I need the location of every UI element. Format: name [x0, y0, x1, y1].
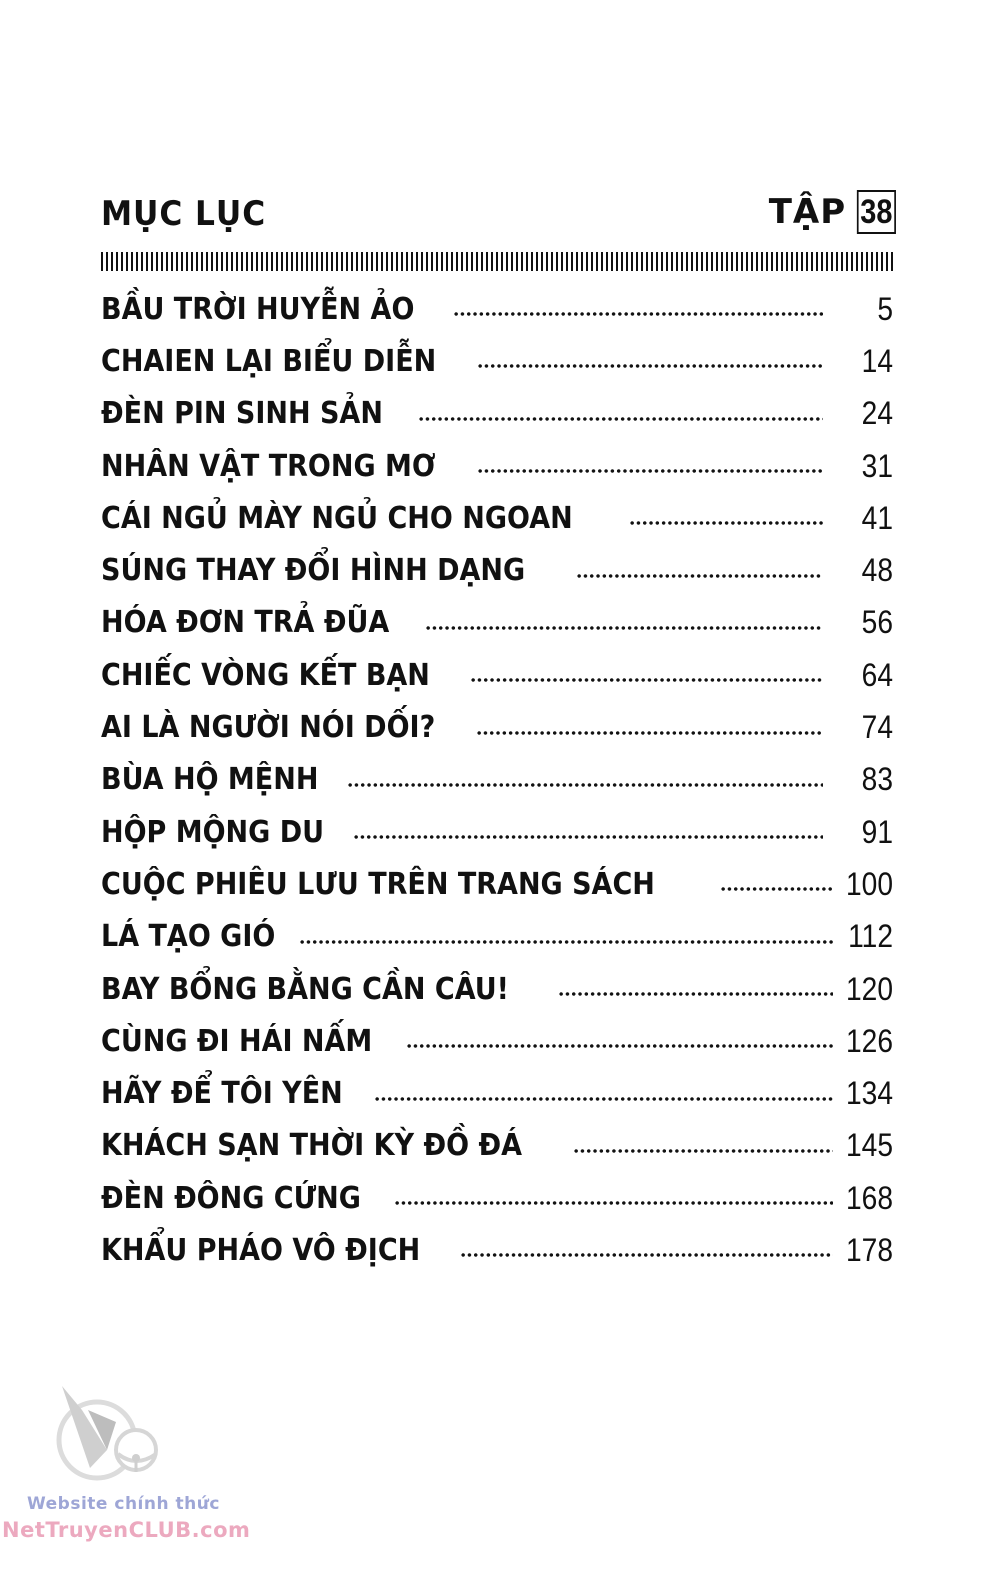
chapter-title: KHẨU PHÁO VÔ ĐỊCH: [101, 1232, 421, 1268]
toc-entry[interactable]: [101, 701, 893, 753]
dot-leader: [453, 311, 823, 317]
chapter-title: CUỘC PHIÊU LƯU TRÊN TRANG SÁCH: [101, 866, 655, 902]
toc-entry[interactable]: [101, 440, 893, 492]
chapter-title: NHÂN VẬT TRONG MƠ: [101, 448, 436, 484]
chapter-title: LÁ TẠO GIÓ: [101, 919, 276, 955]
chapter-title: ĐÈN PIN SINH SẢN: [101, 396, 383, 432]
dot-leader: [573, 1148, 833, 1154]
toc-list: [101, 283, 893, 1277]
toc-entry[interactable]: [101, 283, 893, 335]
dot-leader: [576, 573, 823, 579]
toc-entry[interactable]: [101, 1015, 893, 1067]
page-number: 145: [846, 1127, 893, 1164]
page-number: 74: [861, 709, 893, 746]
dot-leader: [406, 1043, 833, 1049]
page-number: 168: [846, 1179, 893, 1216]
volume-indicator: [769, 190, 896, 234]
page-number: 56: [861, 604, 893, 641]
page-number: 178: [846, 1231, 893, 1268]
volume-label: TẬP: [768, 192, 847, 232]
dot-leader: [477, 363, 823, 369]
chapter-title: BÙA HỘ MỆNH: [101, 762, 319, 798]
chapter-title: CÁI NGỦ MÀY NGỦ CHO NGOAN: [101, 500, 573, 536]
page-number: 41: [861, 499, 893, 536]
page-number: 83: [861, 761, 893, 798]
toc-entry[interactable]: [101, 858, 893, 910]
toc-entry[interactable]: [101, 492, 893, 544]
dot-leader: [353, 834, 823, 840]
chapter-title: SÚNG THAY ĐỔI HÌNH DẠNG: [101, 553, 526, 589]
dot-leader: [418, 416, 823, 422]
toc-entry[interactable]: [101, 388, 893, 440]
dot-leader: [477, 468, 823, 474]
chapter-title: AI LÀ NGƯỜI NÓI DỐI?: [101, 710, 436, 746]
page-number: 120: [846, 970, 893, 1007]
dot-leader: [720, 886, 833, 892]
dot-leader: [374, 1096, 833, 1102]
dot-leader: [629, 520, 823, 526]
toc-entry[interactable]: [101, 963, 893, 1015]
page-number: 24: [861, 395, 893, 432]
page-number: 126: [846, 1022, 893, 1059]
page-number: 100: [846, 865, 893, 902]
toc-entry[interactable]: [101, 335, 893, 387]
dot-leader: [460, 1252, 833, 1258]
dot-leader: [476, 730, 823, 736]
toc-entry[interactable]: [101, 754, 893, 806]
chapter-title: HÃY ĐỂ TÔI YÊN: [101, 1076, 343, 1112]
toc-entry[interactable]: [101, 1067, 893, 1119]
chapter-title: CHIẾC VÒNG KẾT BẠN: [101, 657, 430, 693]
watermark-site-link[interactable]: NetTruyenCLUB.com: [2, 1518, 251, 1542]
dot-leader: [558, 991, 833, 997]
bell-logo-icon: [52, 1380, 172, 1490]
toc-entry[interactable]: [101, 806, 893, 858]
chapter-title: CHAIEN LẠI BIỂU DIỄN: [101, 343, 437, 379]
toc-header: [101, 190, 896, 240]
chapter-title: BAY BỔNG BẰNG CẦN CÂU!: [101, 971, 509, 1007]
chapter-title: KHÁCH SẠN THỜI KỲ ĐỒ ĐÁ: [101, 1128, 522, 1164]
dot-leader: [470, 677, 823, 683]
chapter-title: CÙNG ĐI HÁI NẤM: [101, 1023, 373, 1059]
watermark-caption: Website chính thức: [27, 1494, 220, 1514]
dot-leader: [425, 625, 823, 631]
page-number: 48: [861, 552, 893, 589]
chapter-title: HÓA ĐƠN TRẢ ĐŨA: [101, 605, 390, 641]
dot-leader: [394, 1200, 833, 1206]
page-number: 5: [877, 290, 893, 327]
chapter-title: HỘP MỘNG DU: [101, 814, 325, 850]
toc-entry[interactable]: [101, 911, 893, 963]
page-title: MỤC LỤC: [101, 194, 267, 234]
page-number: 14: [861, 342, 893, 379]
striped-divider: [101, 252, 896, 271]
chapter-title: ĐÈN ĐÔNG CỨNG: [101, 1180, 361, 1216]
volume-number-box: 38: [857, 190, 896, 234]
toc-entry[interactable]: [101, 1120, 893, 1172]
dot-leader: [347, 782, 823, 788]
page-number: 91: [861, 813, 893, 850]
toc-entry[interactable]: [101, 597, 893, 649]
toc-entry[interactable]: [101, 544, 893, 596]
toc-entry[interactable]: [101, 1172, 893, 1224]
page-number: 134: [846, 1075, 893, 1112]
chapter-title: BẦU TRỜI HUYỄN ẢO: [101, 291, 415, 327]
toc-entry[interactable]: [101, 649, 893, 701]
page-number: 112: [848, 918, 893, 955]
page-number: 31: [861, 447, 893, 484]
site-watermark: [0, 1380, 260, 1570]
toc-entry[interactable]: [101, 1224, 893, 1276]
dot-leader: [299, 939, 833, 945]
page-number: 64: [861, 656, 893, 693]
